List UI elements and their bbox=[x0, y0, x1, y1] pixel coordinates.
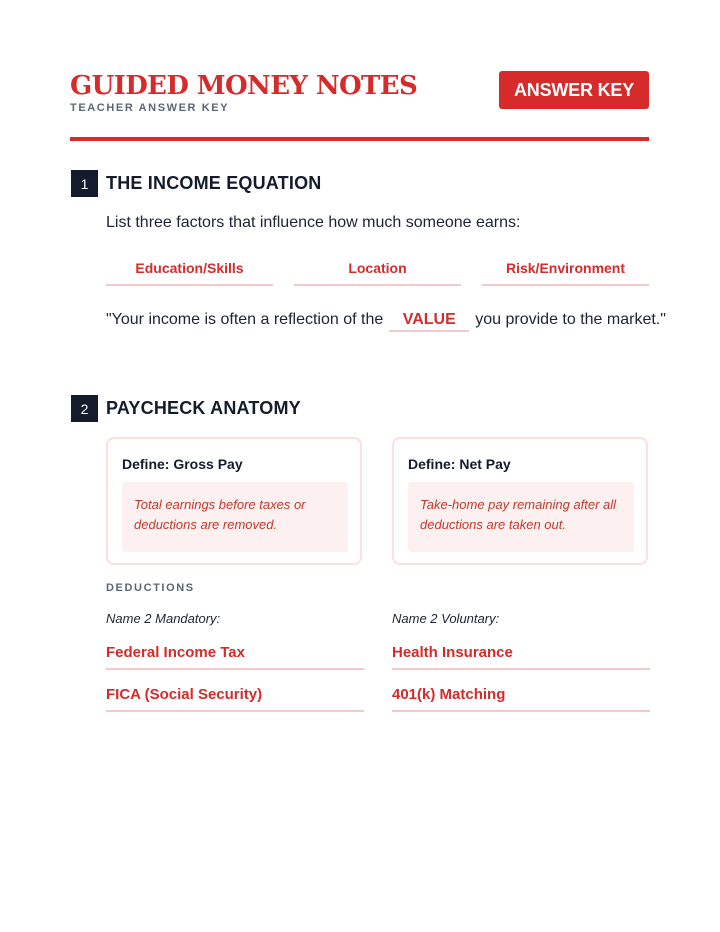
voluntary-answer-2: 401(k) Matching bbox=[392, 684, 650, 712]
voluntary-prompt: Name 2 Voluntary: bbox=[392, 611, 500, 626]
factor-answer-2: Location bbox=[294, 256, 461, 286]
section-1-title: THE INCOME EQUATION bbox=[106, 173, 322, 193]
gross-pay-card bbox=[106, 437, 362, 565]
section-1-number: 1 bbox=[71, 170, 98, 197]
answer-key-button[interactable]: ANSWER KEY bbox=[499, 71, 649, 109]
quote-end: you provide to the market." bbox=[475, 311, 666, 328]
deductions-heading: DEDUCTIONS bbox=[106, 582, 195, 594]
gross-pay-label: Define: Gross Pay bbox=[122, 456, 243, 472]
mandatory-answer-2: FICA (Social Security) bbox=[106, 684, 364, 712]
page-title: GUIDED MONEY NOTES bbox=[70, 71, 418, 101]
quote-blank-answer: VALUE bbox=[389, 310, 469, 332]
factor-answer-1: Education/Skills bbox=[106, 256, 273, 286]
income-quote bbox=[106, 307, 666, 332]
quote-start: "Your income is often a reflection of the bbox=[106, 311, 384, 328]
gross-pay-answer: Total earnings before taxes or deductions are removed. bbox=[122, 482, 348, 552]
mandatory-answer-1: Federal Income Tax bbox=[106, 642, 364, 670]
net-pay-card bbox=[392, 437, 648, 565]
net-pay-label: Define: Net Pay bbox=[408, 456, 511, 472]
header-divider bbox=[70, 137, 649, 141]
factor-answer-3: Risk/Environment bbox=[482, 256, 649, 286]
voluntary-answer-1: Health Insurance bbox=[392, 642, 650, 670]
section-2-number: 2 bbox=[71, 395, 98, 422]
mandatory-prompt: Name 2 Mandatory: bbox=[106, 611, 221, 626]
factors-prompt: List three factors that influence how much someone earns: bbox=[106, 214, 521, 231]
net-pay-answer: Take-home pay remaining after all deductions are taken out. bbox=[408, 482, 634, 552]
page-subtitle: TEACHER ANSWER KEY bbox=[70, 102, 230, 114]
section-2-title: PAYCHECK ANATOMY bbox=[106, 398, 301, 418]
